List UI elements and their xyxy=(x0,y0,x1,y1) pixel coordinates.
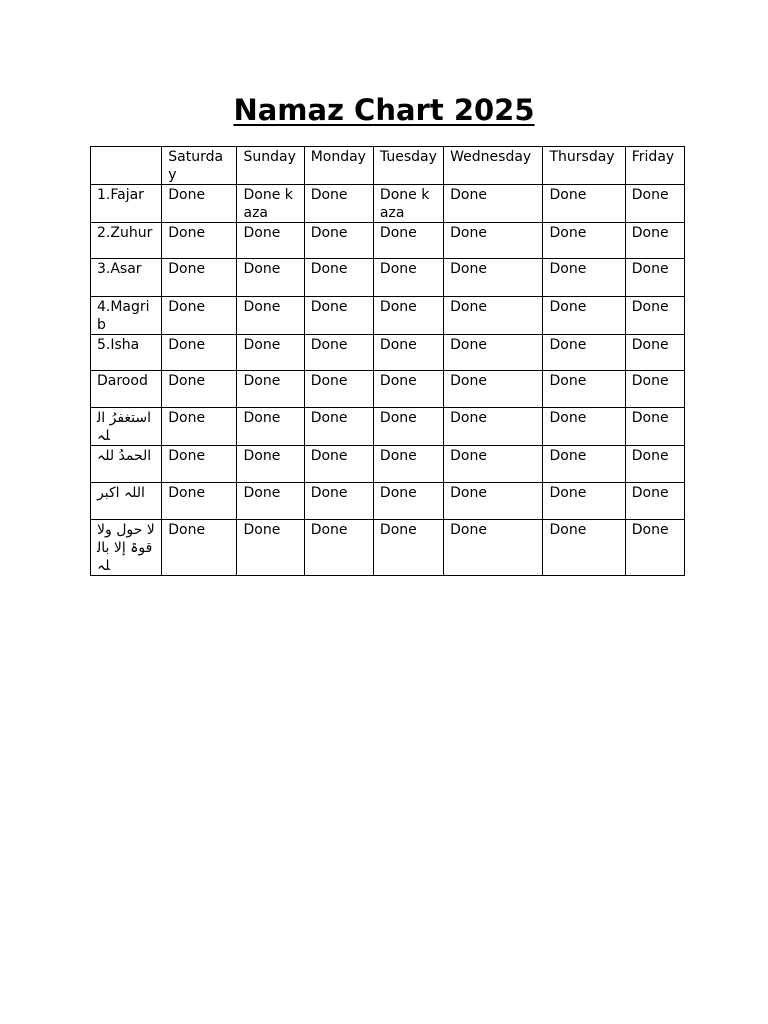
table-cell: Done xyxy=(237,297,304,335)
header-row xyxy=(91,147,685,185)
day-header-thursday: Thursday xyxy=(543,147,625,185)
table-cell: Done xyxy=(444,185,543,223)
table-row-astaghfirullah xyxy=(91,408,685,446)
table-cell: Done xyxy=(444,408,543,446)
table-cell: Done xyxy=(543,185,625,223)
table-cell: Done xyxy=(625,520,684,576)
table-cell: Done xyxy=(444,335,543,371)
table-cell: Done xyxy=(373,483,443,520)
table-cell: Done xyxy=(373,223,443,259)
table-cell: Done xyxy=(162,185,237,223)
table-cell: Done xyxy=(543,371,625,408)
table-cell: Done xyxy=(625,408,684,446)
table-cell: Done xyxy=(625,223,684,259)
day-header-monday: Monday xyxy=(304,147,373,185)
table-cell: Done xyxy=(304,520,373,576)
table-cell: Done xyxy=(237,259,304,297)
table-cell: Done xyxy=(304,408,373,446)
table-cell: Done kaza xyxy=(237,185,304,223)
table-cell: Done xyxy=(304,335,373,371)
table-row-darood xyxy=(91,371,685,408)
row-label: 3.Asar xyxy=(91,259,162,297)
table-cell: Done xyxy=(162,335,237,371)
table-cell: Done xyxy=(543,483,625,520)
table-cell: Done xyxy=(543,297,625,335)
day-header-friday: Friday xyxy=(625,147,684,185)
table-cell: Done xyxy=(237,446,304,483)
row-label: 2.Zuhur xyxy=(91,223,162,259)
table-cell: Done xyxy=(162,297,237,335)
table-cell: Done xyxy=(625,335,684,371)
table-cell: Done xyxy=(373,371,443,408)
table-cell: Done xyxy=(444,259,543,297)
row-label: 1.Fajar xyxy=(91,185,162,223)
table-cell: Done xyxy=(373,335,443,371)
table-cell: Done xyxy=(625,259,684,297)
table-cell: Done xyxy=(162,520,237,576)
table-cell: Done xyxy=(625,446,684,483)
page-title: Namaz Chart 2025 xyxy=(233,93,535,127)
table-cell: Done xyxy=(543,259,625,297)
table-cell: Done xyxy=(444,520,543,576)
table-cell: Done xyxy=(304,371,373,408)
table-cell: Done xyxy=(543,223,625,259)
table-cell: Done xyxy=(444,371,543,408)
table-cell: Done xyxy=(625,483,684,520)
table-row-fajar xyxy=(91,185,685,223)
table-cell: Done xyxy=(237,483,304,520)
day-header-sunday: Sunday xyxy=(237,147,304,185)
row-label: اللہ اکبر xyxy=(91,483,162,520)
table-cell: Done xyxy=(162,371,237,408)
table-row-asar xyxy=(91,259,685,297)
table-cell: Done xyxy=(444,297,543,335)
namaz-chart-table xyxy=(90,146,685,576)
table-cell: Done xyxy=(543,520,625,576)
table-row-isha xyxy=(91,335,685,371)
row-label: الحمدُ للہ xyxy=(91,446,162,483)
table-row-zuhur xyxy=(91,223,685,259)
table-cell: Done xyxy=(237,223,304,259)
table-cell: Done xyxy=(162,446,237,483)
table-cell: Done xyxy=(237,520,304,576)
table-cell: Done xyxy=(543,408,625,446)
table-cell: Done xyxy=(373,446,443,483)
day-header-saturday: Saturday xyxy=(162,147,237,185)
table-cell: Done xyxy=(373,408,443,446)
table-cell: Done xyxy=(625,297,684,335)
table-cell: Done xyxy=(237,335,304,371)
row-label: 5.Isha xyxy=(91,335,162,371)
table-cell: Done xyxy=(162,259,237,297)
table-cell: Done xyxy=(304,297,373,335)
day-header-wednesday: Wednesday xyxy=(444,147,543,185)
table-cell: Done xyxy=(625,371,684,408)
table-cell: Done xyxy=(162,483,237,520)
table-cell: Done xyxy=(444,223,543,259)
table-cell: Done xyxy=(162,408,237,446)
table-cell: Done xyxy=(304,223,373,259)
table-cell: Done xyxy=(444,446,543,483)
table-cell: Done xyxy=(625,185,684,223)
table-cell: Done xyxy=(304,259,373,297)
row-label: 4.Magrib xyxy=(91,297,162,335)
table-cell: Done xyxy=(373,520,443,576)
table-cell: Done xyxy=(304,446,373,483)
table-cell: Done kaza xyxy=(373,185,443,223)
table-row-la-hawla xyxy=(91,520,685,576)
table-row-magrib xyxy=(91,297,685,335)
table-cell: Done xyxy=(237,371,304,408)
table-cell: Done xyxy=(304,185,373,223)
table-cell: Done xyxy=(162,223,237,259)
table-cell: Done xyxy=(543,335,625,371)
day-header-tuesday: Tuesday xyxy=(373,147,443,185)
table-row-alhamdulillah xyxy=(91,446,685,483)
table-cell: Done xyxy=(373,297,443,335)
corner-cell xyxy=(91,147,162,185)
table-cell: Done xyxy=(373,259,443,297)
row-label: استغفرُ اللہ xyxy=(91,408,162,446)
table-row-allahu-akbar xyxy=(91,483,685,520)
table-cell: Done xyxy=(237,408,304,446)
table-cell: Done xyxy=(304,483,373,520)
row-label: Darood xyxy=(91,371,162,408)
table-cell: Done xyxy=(444,483,543,520)
row-label: لا حول ولا قوۃ إلا باللہ xyxy=(91,520,162,576)
table-cell: Done xyxy=(543,446,625,483)
